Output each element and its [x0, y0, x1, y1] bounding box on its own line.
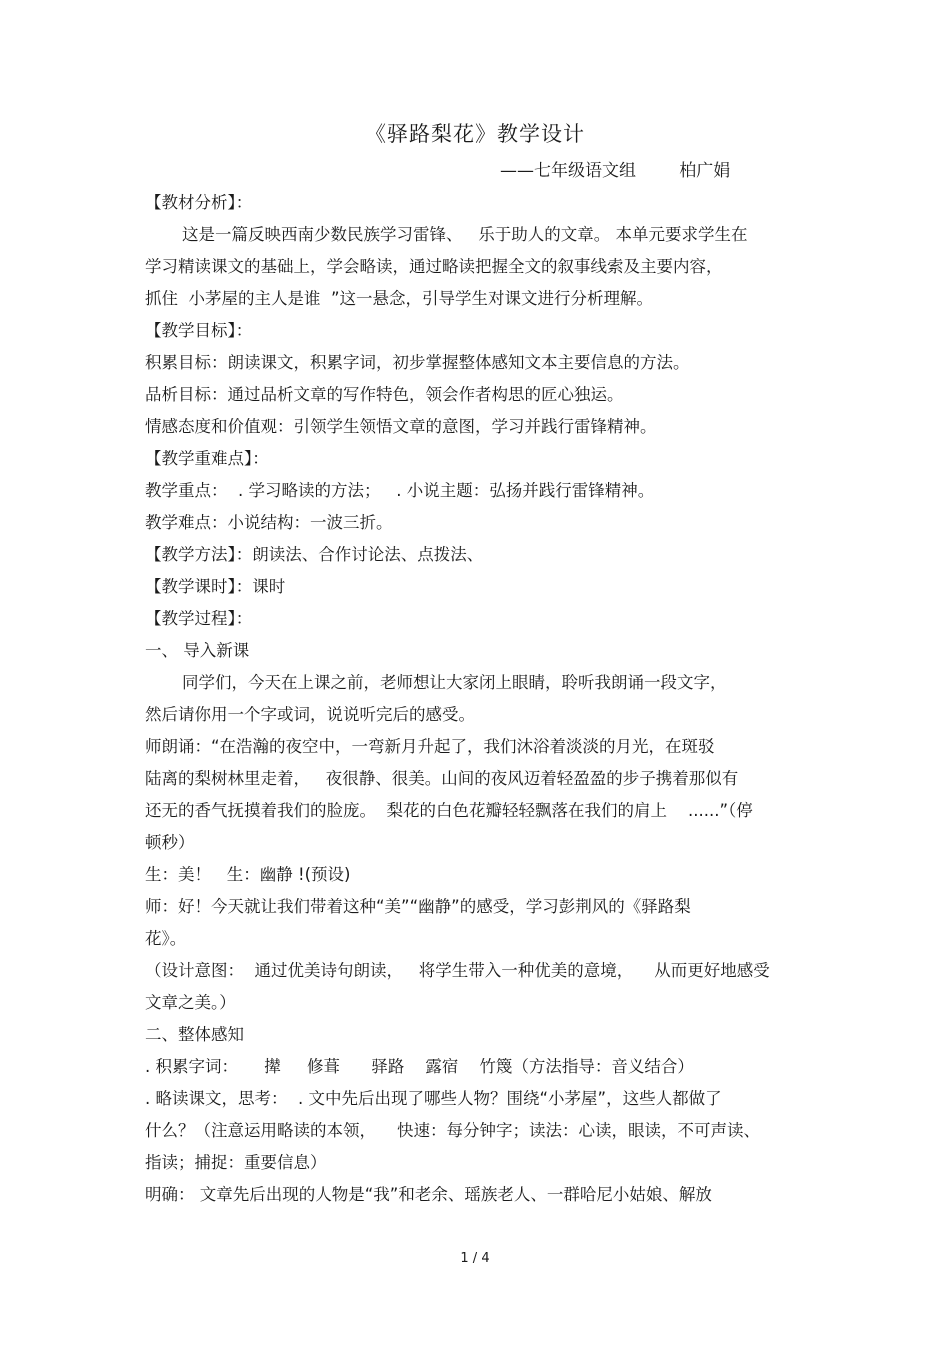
text-line: 【教材分析】： — [145, 193, 253, 212]
text-line: 同学们，今天在上课之前，老师想让大家闭上眼睛，聆听我朗诵一段文字， — [182, 673, 727, 692]
text-line: 【教学方法】：朗读法、合作讨论法、点拨法、 — [145, 545, 484, 564]
text-line: 【教学过程】： — [145, 609, 253, 628]
text-line: 【教学重难点】： — [145, 449, 269, 468]
text-line: 然后请你用一个字或词，说说听完后的感受。 — [145, 705, 475, 724]
text-line: 学习精读课文的基础上，学会略读，通过略读把握全文的叙事线索及主要内容， — [145, 257, 723, 276]
text-line: 二、整体感知 — [145, 1025, 244, 1044]
text-line: 教学难点：小说结构：一波三折。 — [145, 513, 393, 532]
text-line: . 积累字词： 撵 修葺 驿路 露宿 竹篾（方法指导：音义结合） — [145, 1057, 694, 1076]
text-line: 顿秒） — [145, 833, 195, 852]
text-line: 陆离的梨树林里走着， 夜很静、很美。山间的夜风迈着轻盈盈的步子携着那似有 — [145, 769, 739, 788]
text-line: 抓住 小茅屋的主人是谁 ”这一悬念，引导学生对课文进行分析理解。 — [145, 289, 654, 308]
text-line: 品析目标：通过品析文章的写作特色，领会作者构思的匠心独运。 — [145, 385, 624, 404]
text-line: 【教学课时】：课时 — [145, 577, 286, 596]
text-line: 文章之美。） — [145, 993, 236, 1012]
text-line: 生：美！ 生：幽静 !(预设) — [145, 865, 351, 884]
document-body — [145, 187, 815, 1211]
text-line: 一、 导入新课 — [145, 641, 250, 660]
text-line: 教学重点： . 学习略读的方法； . 小说主题：弘扬并践行雷锋精神。 — [145, 481, 655, 500]
text-line: 还无的香气抚摸着我们的脸庞。 梨花的白色花瓣轻轻飘落在我们的肩上 ......”（停 — [145, 801, 753, 820]
text-line: 积累目标：朗读课文，积累字词，初步掌握整体感知文本主要信息的方法。 — [145, 353, 690, 372]
document-title: 《驿路梨花》教学设计 — [365, 122, 585, 146]
page-number: 1 / 4 — [460, 1251, 490, 1266]
text-line: . 略读课文，思考： . 文中先后出现了哪些人物？围绕“小茅屋”，这些人都做了 — [145, 1089, 722, 1108]
text-line: 师朗诵：“在浩瀚的夜空中，一弯新月升起了，我们沐浴着淡淡的月光，在斑驳 — [145, 737, 715, 756]
text-line: 花》。 — [145, 929, 187, 948]
text-line: 师：好！今天就让我们带着这种“美”“幽静”的感受，学习彭荆风的《驿路梨 — [145, 897, 691, 916]
text-line: 情感态度和价值观：引领学生领悟文章的意图，学习并践行雷锋精神。 — [145, 417, 657, 436]
text-line: 这是一篇反映西南少数民族学习雷锋、 乐于助人的文章。 本单元要求学生在 — [182, 225, 748, 244]
text-line: 明确： 文章先后出现的人物是“我”和老余、瑶族老人、一群哈尼小姑娘、解放 — [145, 1185, 712, 1204]
text-line: 【教学目标】： — [145, 321, 253, 340]
text-line: （设计意图： 通过优美诗句朗读， 将学生带入一种优美的意境， 从而更好地感受 — [145, 961, 770, 980]
author-line: ——七年级语文组 柏广娟 — [500, 161, 731, 181]
text-line: 什么？（注意运用略读的本领， 快速：每分钟字；读法：心读，眼读，不可声读、 — [145, 1121, 760, 1140]
text-line: 指读；捕捉：重要信息） — [145, 1153, 327, 1172]
